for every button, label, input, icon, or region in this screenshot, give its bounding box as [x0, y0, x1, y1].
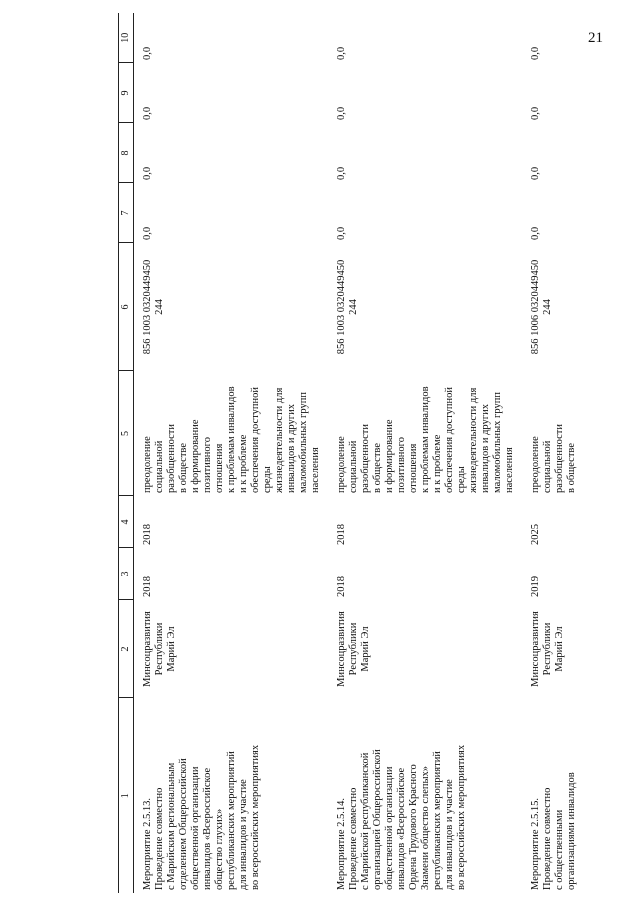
cell-line: организацией Общероссийской — [372, 749, 383, 890]
cell-line: в обществе — [566, 443, 577, 493]
cell-line: среды — [456, 466, 467, 493]
cell-line: обеспечения доступной — [250, 386, 261, 493]
cell-line: к проблемам инвалидов — [420, 386, 431, 493]
cell-line: маломобильных групп — [492, 392, 503, 493]
cell-line: жизнедеятельности для — [468, 387, 479, 493]
cell-line: общественной организации — [190, 766, 201, 890]
cell-line: 856 1003 0320449450 — [142, 259, 153, 355]
program-table — [118, 13, 639, 893]
cell-col-10: 0,0 — [142, 46, 153, 60]
rotated-table-container — [118, 13, 639, 893]
column-header: 9 — [119, 63, 134, 123]
cell-line: Проведение совместно — [154, 787, 165, 890]
cell-line: для инвалидов и участие — [444, 779, 455, 890]
cell-line: Мероприятие 2.5.13. — [142, 797, 153, 890]
cell-col-5 — [328, 371, 522, 496]
cell-col-1 — [134, 698, 329, 893]
cell-line: с Марийским региональным — [166, 762, 177, 890]
cell-line: Проведение совместно — [348, 787, 359, 890]
cell-col-4: 2018 — [336, 524, 347, 545]
cell-line: Знамени общество слепых» — [420, 765, 431, 890]
cell-line: 856 1006 0320449450 — [530, 259, 541, 355]
cell-col-7: 0,0 — [530, 226, 541, 240]
cell-line: обеспечения доступной — [444, 386, 455, 493]
column-header: 3 — [119, 548, 134, 600]
cell-line: в обществе — [372, 443, 383, 493]
cell-col-6 — [328, 243, 522, 371]
table-row — [522, 13, 639, 893]
cell-line: отделением Общероссийской — [178, 758, 189, 890]
cell-line: разобщенности — [166, 424, 177, 493]
cell-col-4: 2018 — [142, 524, 153, 545]
cell-col-7: 0,0 — [336, 226, 347, 240]
table-row — [328, 13, 522, 893]
table-row — [134, 13, 329, 893]
cell-line: Проведение совместно — [542, 787, 553, 890]
cell-line: инвалидов «Всероссийское — [202, 767, 213, 890]
cell-line: Республики — [154, 622, 165, 676]
page-number: 21 — [588, 30, 603, 46]
cell-col-9: 0,0 — [142, 106, 153, 120]
cell-col-9: 0,0 — [336, 106, 347, 120]
cell-col-1 — [328, 698, 522, 893]
column-header: 6 — [119, 243, 134, 371]
cell-line: во всероссийских мероприятиях — [456, 744, 467, 890]
cell-line: Марий Эл — [554, 626, 565, 672]
cell-line: 244 — [154, 299, 165, 315]
cell-col-6 — [134, 243, 329, 371]
cell-line: и к проблеме — [432, 434, 443, 493]
cell-col-2 — [328, 600, 522, 698]
cell-line: к проблемам инвалидов — [226, 386, 237, 493]
cell-col-8: 0,0 — [142, 166, 153, 180]
cell-line: республиканских мероприятий — [226, 751, 237, 890]
cell-line: в обществе — [178, 443, 189, 493]
cell-line: республиканских мероприятий — [432, 751, 443, 890]
cell-line: Марий Эл — [360, 626, 371, 672]
cell-col-4: 2025 — [530, 524, 541, 545]
cell-line: с общественными — [554, 809, 565, 890]
cell-line: разобщенности — [360, 424, 371, 493]
cell-col-6 — [522, 243, 639, 371]
cell-line: 856 1003 0320449450 — [336, 259, 347, 355]
cell-line: позитивного — [202, 437, 213, 493]
column-header: 10 — [119, 13, 134, 63]
cell-line: и формирование — [190, 419, 201, 493]
cell-line: инвалидов и других — [480, 404, 491, 493]
cell-col-10: 0,0 — [336, 46, 347, 60]
column-header: 7 — [119, 183, 134, 243]
cell-col-9: 0,0 — [530, 106, 541, 120]
cell-line: социальной — [542, 440, 553, 493]
cell-line: Республики — [542, 622, 553, 676]
cell-line: социальной — [348, 440, 359, 493]
cell-line: 244 — [542, 299, 553, 315]
cell-line: инвалидов «Всероссийское — [396, 767, 407, 890]
cell-col-10: 0,0 — [530, 46, 541, 60]
cell-col-2 — [134, 600, 329, 698]
cell-line: и формирование — [384, 419, 395, 493]
cell-line: для инвалидов и участие — [238, 779, 249, 890]
cell-line: среды — [262, 466, 273, 493]
cell-line: Ордена Трудового Красного — [408, 764, 419, 890]
cell-line: во всероссийских мероприятиях — [250, 744, 261, 890]
cell-col-2 — [522, 600, 639, 698]
cell-col-1 — [522, 698, 639, 893]
cell-line: Минсоцразвития — [530, 611, 541, 687]
column-header: 8 — [119, 123, 134, 183]
cell-line: социальной — [154, 440, 165, 493]
column-header: 1 — [119, 698, 134, 893]
cell-line: с Марийской республиканской — [360, 752, 371, 890]
cell-line: инвалидов и других — [286, 404, 297, 493]
cell-line: жизнедеятельности для — [274, 387, 285, 493]
cell-line: Мероприятие 2.5.15. — [530, 797, 541, 890]
cell-line: Марий Эл — [166, 626, 177, 672]
cell-line: 244 — [348, 299, 359, 315]
cell-line: организациями инвалидов — [566, 772, 577, 890]
cell-line: преодоление — [530, 436, 541, 493]
table-header-row — [119, 13, 134, 893]
cell-line: разобщенности — [554, 424, 565, 493]
cell-line: преодоление — [142, 436, 153, 493]
cell-line: общество глухих» — [214, 808, 225, 890]
cell-line: позитивного — [396, 437, 407, 493]
cell-col-5 — [134, 371, 329, 496]
cell-line: Мероприятие 2.5.14. — [336, 797, 347, 890]
cell-line: Республики — [348, 622, 359, 676]
cell-col-3: 2018 — [142, 576, 153, 597]
cell-line: Минсоцразвития — [142, 611, 153, 687]
cell-line: и к проблеме — [238, 434, 249, 493]
cell-line: Минсоцразвития — [336, 611, 347, 687]
cell-line: отношения — [214, 443, 225, 493]
cell-line: населения — [310, 447, 321, 493]
cell-line: общественной организации — [384, 766, 395, 890]
cell-line: преодоление — [336, 436, 347, 493]
column-header: 4 — [119, 496, 134, 548]
cell-col-3: 2019 — [530, 576, 541, 597]
column-header: 2 — [119, 600, 134, 698]
cell-col-3: 2018 — [336, 576, 347, 597]
cell-line: маломобильных групп — [298, 392, 309, 493]
cell-col-5 — [522, 371, 639, 496]
column-header: 5 — [119, 371, 134, 496]
cell-line: населения — [504, 447, 515, 493]
cell-col-8: 0,0 — [336, 166, 347, 180]
table-body — [134, 13, 639, 893]
cell-col-8: 0,0 — [530, 166, 541, 180]
cell-line: отношения — [408, 443, 419, 493]
cell-col-7: 0,0 — [142, 226, 153, 240]
